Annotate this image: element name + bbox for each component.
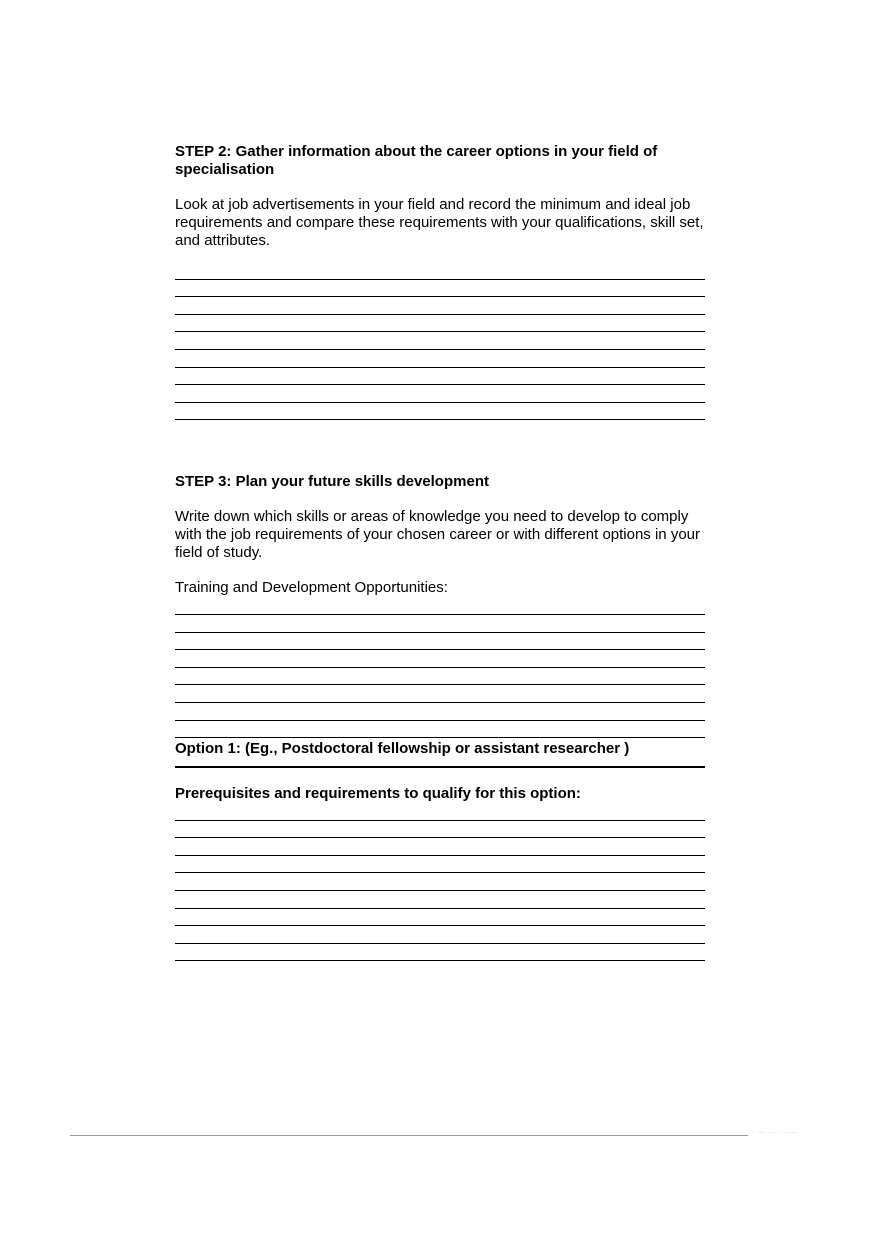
- answer-line[interactable]: [175, 597, 705, 615]
- answer-line[interactable]: [175, 926, 705, 944]
- answer-line[interactable]: [175, 315, 705, 333]
- answer-line[interactable]: [175, 332, 705, 350]
- answer-line[interactable]: [175, 615, 705, 633]
- footer-page-mark: · ·· ·· ·····: [752, 1128, 799, 1137]
- answer-line[interactable]: [175, 262, 705, 280]
- answer-line[interactable]: [175, 803, 705, 821]
- option1-answer-line[interactable]: [175, 758, 705, 768]
- step2-instructions: Look at job advertisements in your field and record the minimum and ideal job requirements and compare these requirements with your qualifications, skill set, and attributes.: [175, 196, 704, 249]
- answer-line[interactable]: [175, 873, 705, 891]
- training-label: Training and Development Opportunities:: [175, 579, 448, 597]
- step3-instructions: Write down which skills or areas of knowledge you need to develop to comply with the job requirements of your chosen career or with different options in your field of study.: [175, 508, 700, 562]
- answer-line[interactable]: [175, 280, 705, 298]
- page-content: [175, 143, 705, 961]
- answer-line[interactable]: [175, 909, 705, 927]
- answer-line[interactable]: [175, 703, 705, 721]
- answer-line[interactable]: [175, 668, 705, 686]
- answer-line[interactable]: [175, 297, 705, 315]
- training-answer-lines[interactable]: [175, 597, 705, 738]
- answer-line[interactable]: [175, 350, 705, 368]
- step2-answer-lines[interactable]: [175, 262, 705, 420]
- prerequisites-answer-lines[interactable]: [175, 803, 705, 961]
- answer-line[interactable]: [175, 403, 705, 421]
- step2-heading: STEP 2: Gather information about the career options in your field of specialisation: [175, 143, 658, 178]
- answer-line[interactable]: [175, 650, 705, 668]
- answer-line[interactable]: [175, 633, 705, 651]
- answer-line[interactable]: [175, 385, 705, 403]
- option1-answer-lines[interactable]: [175, 758, 705, 768]
- answer-line[interactable]: [175, 944, 705, 962]
- footer-divider: [70, 1135, 748, 1136]
- answer-line[interactable]: [175, 721, 705, 739]
- answer-line[interactable]: [175, 821, 705, 839]
- step3-heading: STEP 3: Plan your future skills development: [175, 473, 489, 491]
- answer-line[interactable]: [175, 368, 705, 386]
- answer-line[interactable]: [175, 891, 705, 909]
- answer-line[interactable]: [175, 856, 705, 874]
- prerequisites-label: Prerequisites and requirements to qualify for this option:: [175, 785, 581, 803]
- option1-label: Option 1: (Eg., Postdoctoral fellowship or assistant researcher ): [175, 740, 630, 758]
- answer-line[interactable]: [175, 838, 705, 856]
- answer-line[interactable]: [175, 685, 705, 703]
